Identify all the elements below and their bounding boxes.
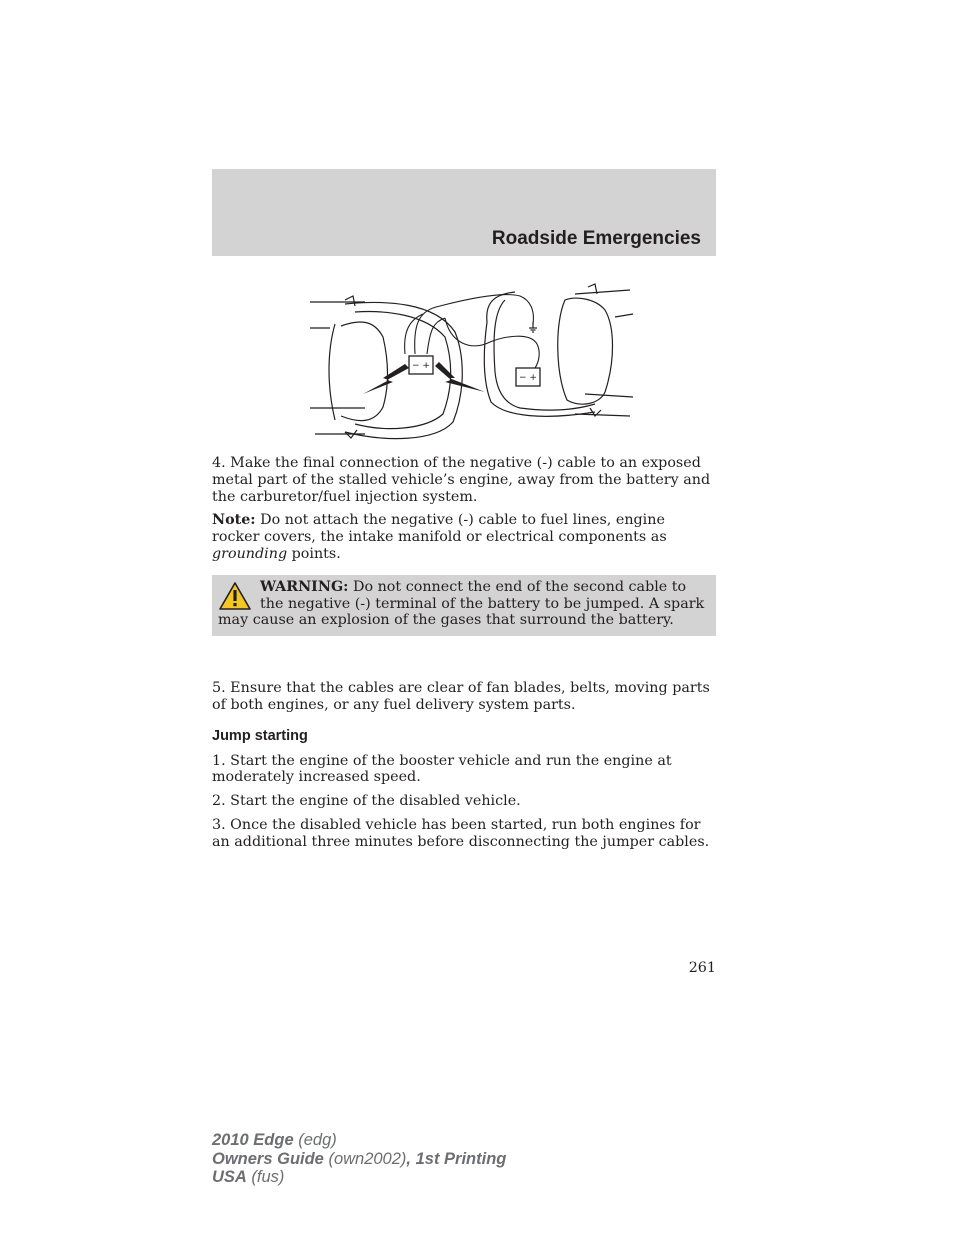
warning-triangle-icon xyxy=(218,581,252,611)
page-number: 261 xyxy=(688,960,716,976)
spark-right-icon xyxy=(435,362,485,392)
note-label: Note: xyxy=(212,512,256,529)
footer-printing: , 1st Printing xyxy=(406,1149,507,1168)
jump-step-2: 2. Start the engine of the disabled vehicle. xyxy=(212,793,521,810)
spark-left-icon xyxy=(363,364,409,394)
jump-step-3: 3. Once the disabled vehicle has been started, run both engines for an additional three minutes before disconnecting the jumper cables. xyxy=(212,816,710,850)
footer-guide-code: (own2002) xyxy=(323,1149,407,1168)
note-paragraph xyxy=(212,512,716,562)
battery-terminals-right: − + xyxy=(519,373,537,383)
booster-vehicle-drawing xyxy=(484,284,633,416)
footer-market-code: (fus) xyxy=(246,1168,285,1186)
header-band xyxy=(212,169,716,256)
battery-terminals-left: − + xyxy=(412,361,430,371)
warning-text: Do not connect the end of the second cable to the negative (-) terminal of the battery to be jumped. A spark may cause an explosion of the gases that surround the battery. xyxy=(218,578,705,629)
jump-step-1: 1. Start the engine of the booster vehicle and run the engine at moderately increased speed. xyxy=(212,752,672,786)
page-content xyxy=(212,455,716,858)
footer-model-code: (edg) xyxy=(293,1131,337,1149)
section-title: Roadside Emergencies xyxy=(491,228,701,249)
warning-box xyxy=(212,575,716,636)
step-5-paragraph: 5. Ensure that the cables are clear of fan blades, belts, moving parts of both engines, or any fuel delivery system parts. xyxy=(212,680,710,713)
footer-guide: Owners Guide xyxy=(212,1149,324,1168)
note-italic: grounding xyxy=(212,545,288,562)
footer-model: 2010 Edge xyxy=(212,1131,294,1149)
warning-label: WARNING: xyxy=(260,578,349,595)
note-text: Do not attach the negative (-) cable to fuel lines, engine rocker covers, the intake manifold or electrical components as xyxy=(212,512,667,546)
step-4-paragraph: 4. Make the final connection of the negative (-) cable to an exposed metal part of the stalled vehicle’s engine, away from the battery and the carburetor/fuel injection system. xyxy=(212,455,711,505)
footer-imprint xyxy=(212,1131,506,1187)
jump-starting-heading: Jump starting xyxy=(212,727,308,744)
jump-start-diagram xyxy=(305,282,635,442)
footer-market: USA xyxy=(212,1168,247,1186)
note-end: points. xyxy=(287,545,341,562)
